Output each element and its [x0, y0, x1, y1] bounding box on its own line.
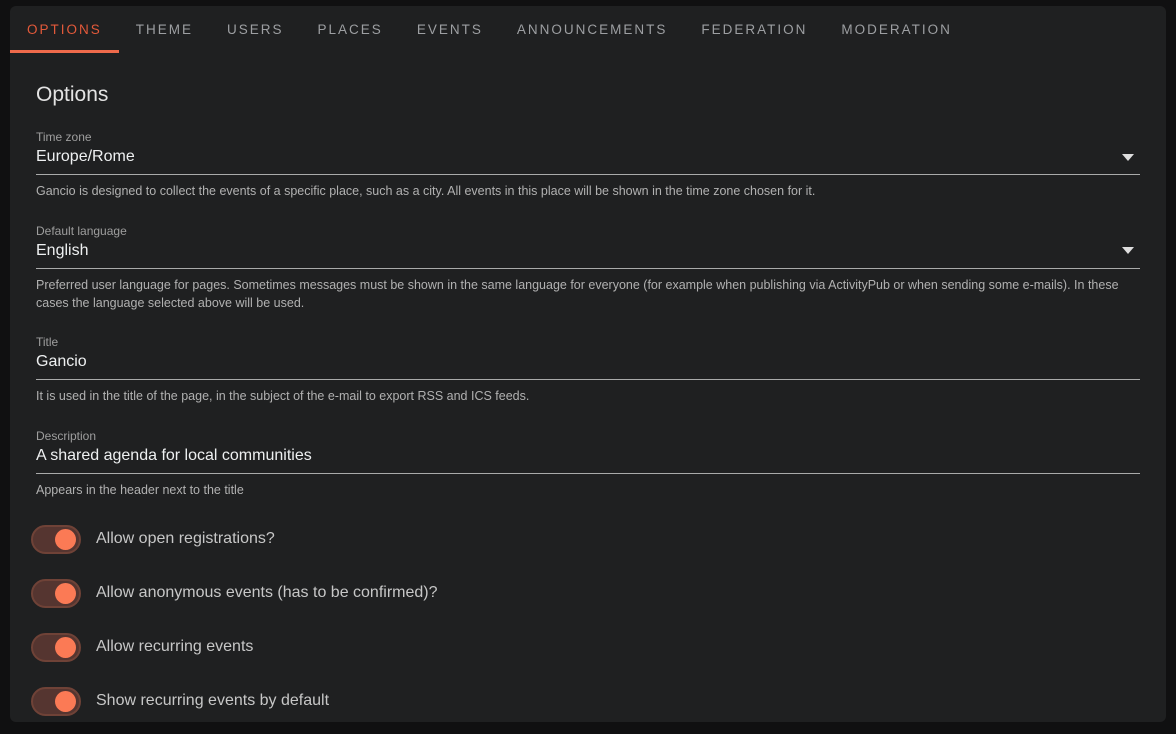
tab-federation[interactable]: FEDERATION: [701, 22, 808, 37]
timezone-field: [36, 130, 1140, 201]
title-hint: It is used in the title of the page, in the subject of the e-mail to export RSS and ICS feeds.: [36, 389, 530, 404]
timezone-value: Europe/Rome: [36, 148, 135, 165]
toggle-row: [36, 633, 1140, 662]
allow-open-registrations-label: Allow open registrations?: [96, 530, 275, 548]
page-title: Options: [36, 83, 109, 106]
chevron-down-icon: [1122, 247, 1134, 254]
allow-open-registrations-toggle[interactable]: [31, 525, 81, 554]
tab-announcements[interactable]: ANNOUNCEMENTS: [516, 22, 668, 37]
show-recurring-events-label: Show recurring events by default: [96, 692, 330, 710]
description-field: [36, 429, 1140, 500]
allow-anonymous-events-label: Allow anonymous events (has to be confirmed)?: [96, 584, 438, 602]
description-label: Description: [36, 429, 97, 443]
timezone-hint: Gancio is designed to collect the events of a specific place, such as a city. All events in this place will be shown in the time zone chosen for it.: [36, 184, 816, 198]
admin-tabbar: [10, 6, 1166, 53]
default-language-select[interactable]: [36, 238, 1140, 269]
default-language-label: Default language: [36, 223, 127, 238]
description-hint: Appears in the header next to the title: [36, 483, 244, 497]
toggle-row: [36, 579, 1140, 608]
tab-users[interactable]: USERS: [227, 22, 284, 37]
description-input-wrap: [36, 443, 1140, 474]
show-recurring-events-toggle[interactable]: [31, 687, 81, 716]
timezone-label: Time zone: [36, 130, 92, 144]
toggle-row: [36, 687, 1140, 716]
toggle-row: [36, 525, 1140, 554]
allow-anonymous-events-toggle[interactable]: [31, 579, 81, 608]
tab-moderation[interactable]: MODERATION: [841, 22, 952, 37]
title-field: [36, 335, 1140, 406]
tab-options[interactable]: OPTIONS: [10, 6, 119, 53]
description-input[interactable]: [36, 446, 1140, 466]
tab-theme[interactable]: THEME: [135, 22, 194, 37]
timezone-select[interactable]: [36, 144, 1140, 175]
allow-recurring-events-label: Allow recurring events: [96, 638, 254, 656]
tab-events[interactable]: EVENTS: [416, 22, 483, 37]
toggle-thumb: [55, 529, 76, 550]
title-label: Title: [36, 335, 59, 350]
title-input-wrap: [36, 349, 1140, 380]
default-language-value: English: [36, 241, 89, 259]
toggle-thumb: [55, 691, 76, 712]
toggle-thumb: [55, 583, 76, 604]
title-input[interactable]: [36, 352, 1140, 372]
admin-panel: [10, 6, 1166, 722]
toggle-list: [36, 525, 1140, 716]
default-language-field: [36, 224, 1140, 313]
chevron-down-icon: [1122, 154, 1134, 161]
default-language-hint: Preferred user language for pages. Sometimes messages must be shown in the same language for everyone (for example when publishing via ActivityPub or when sending some e-mails). In these cases the language selected above will be used.: [36, 277, 1119, 310]
allow-recurring-events-toggle[interactable]: [31, 633, 81, 662]
options-panel: [10, 83, 1166, 716]
tab-places[interactable]: PLACES: [317, 22, 383, 37]
toggle-thumb: [55, 637, 76, 658]
